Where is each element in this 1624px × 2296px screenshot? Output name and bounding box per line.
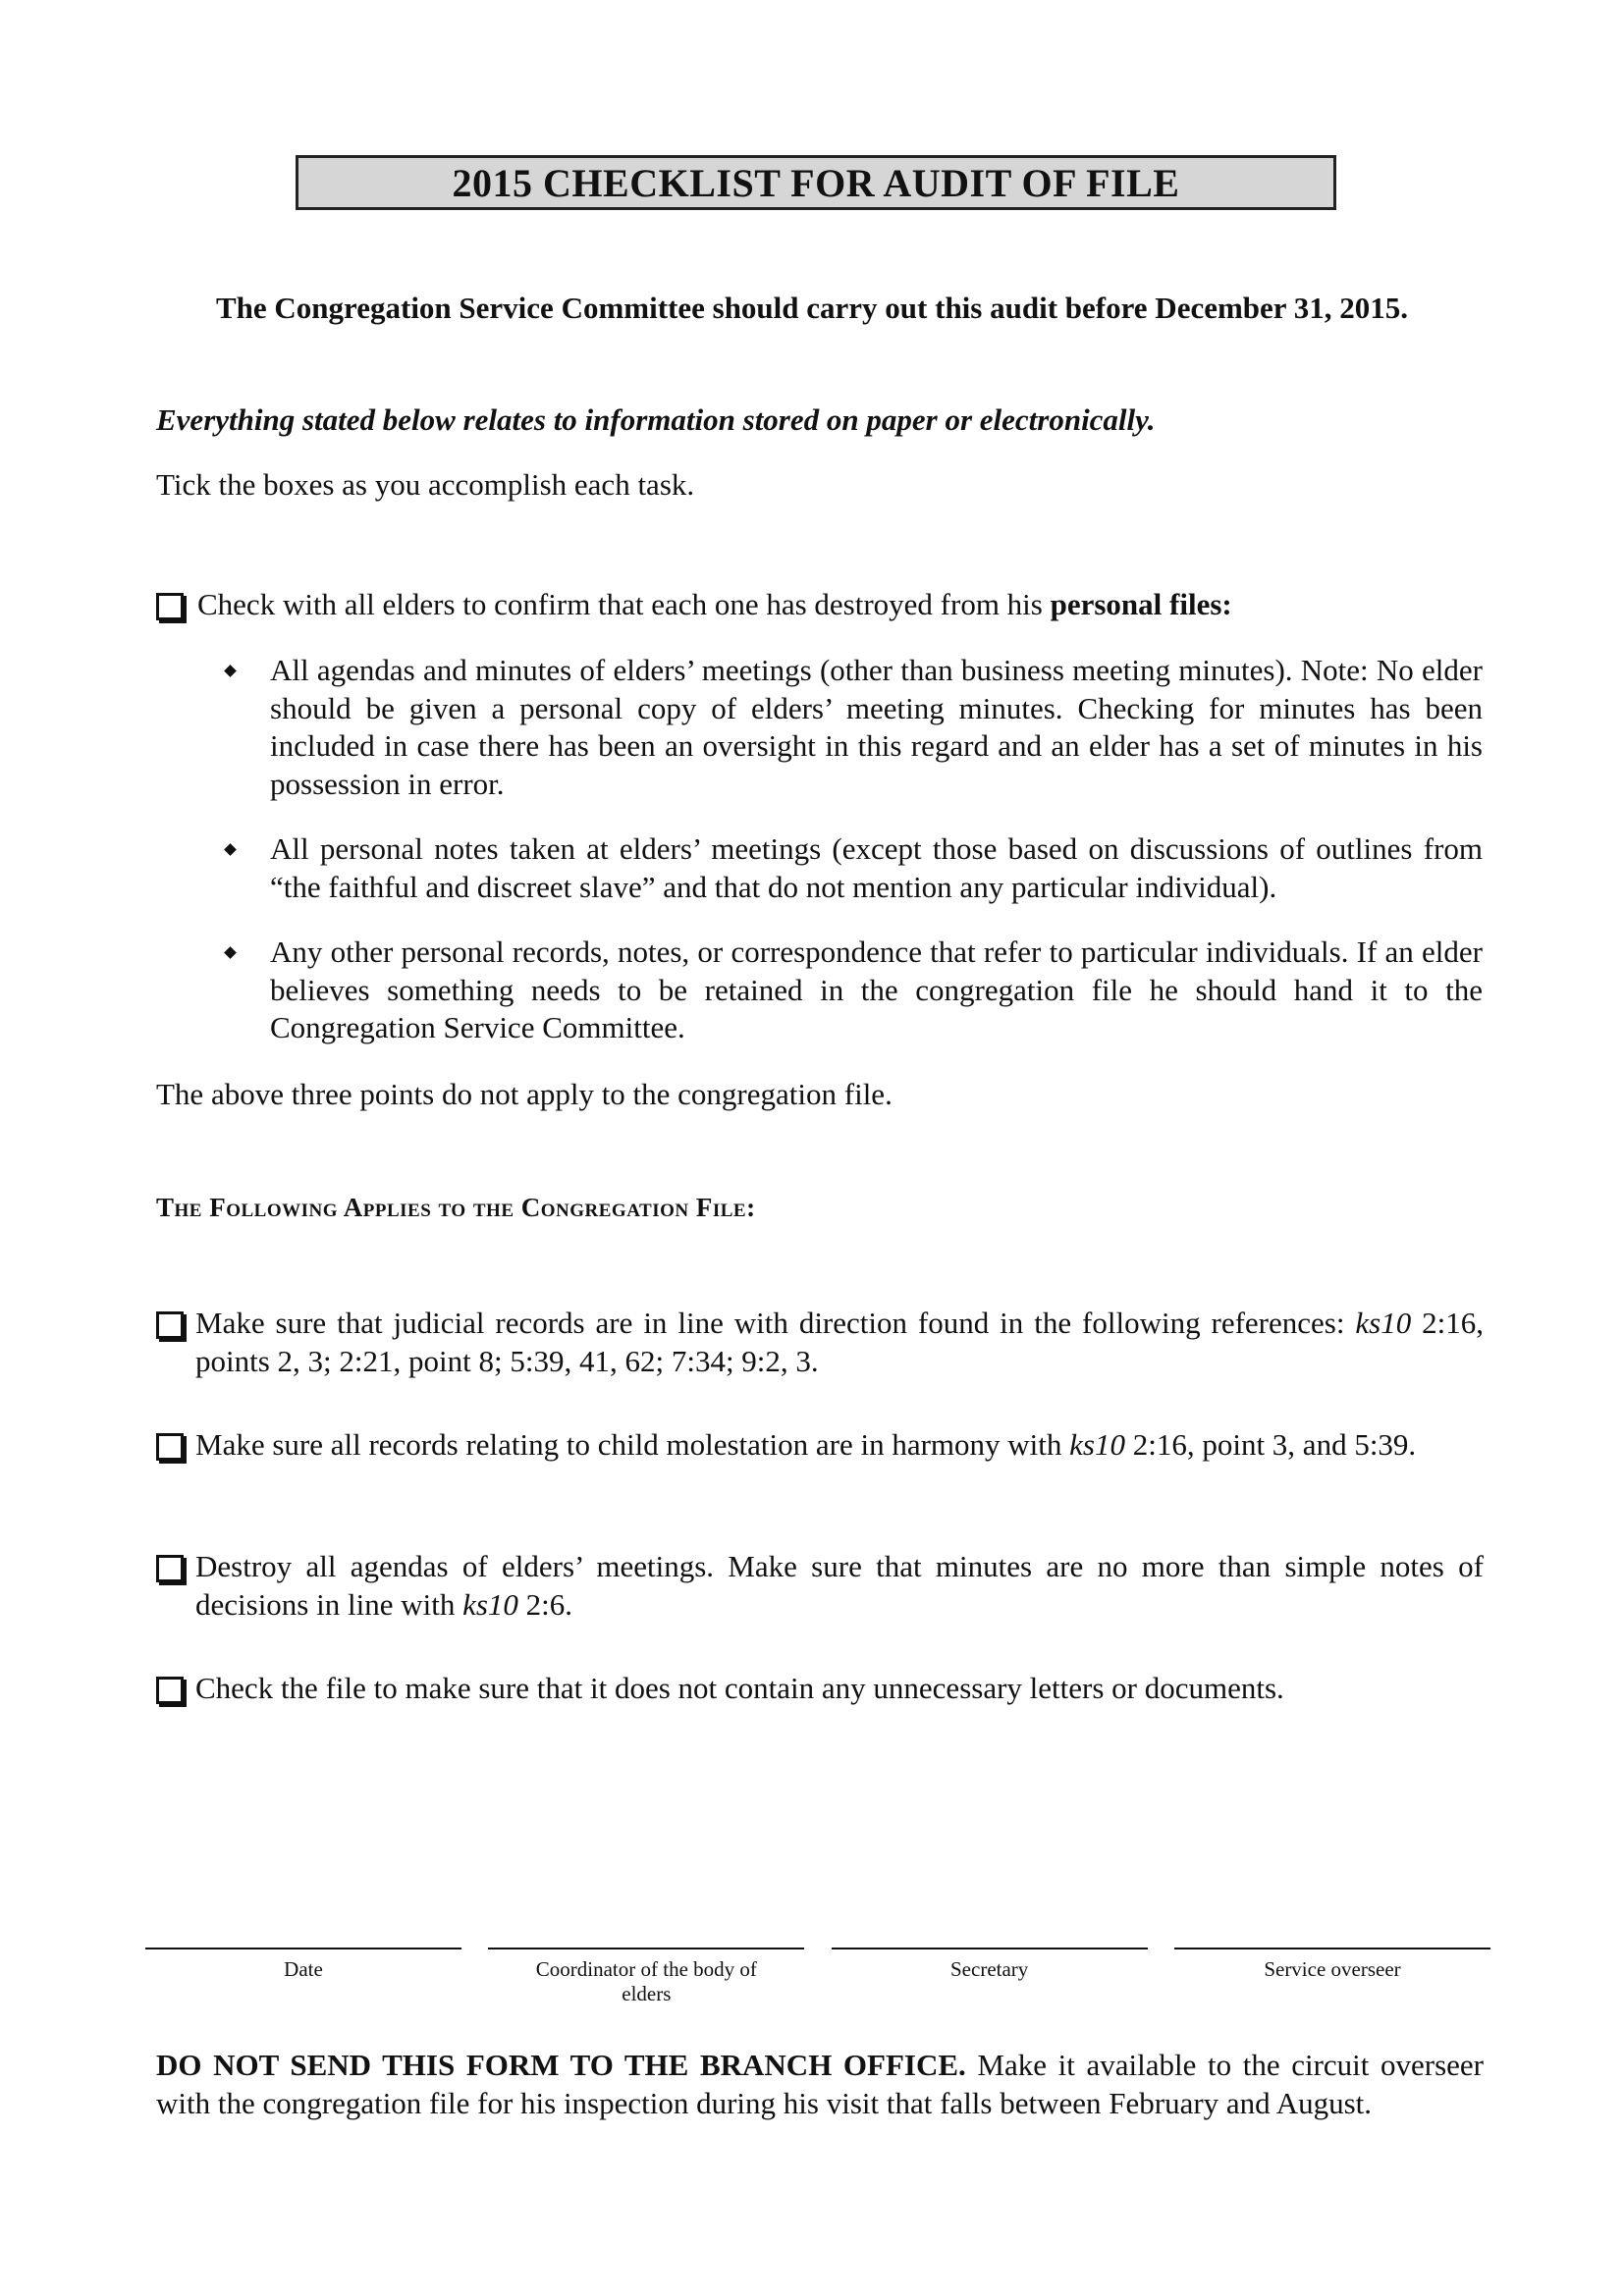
checkbox[interactable] — [156, 1555, 184, 1582]
footer-bold: DO NOT SEND THIS FORM TO THE BRANCH OFFICE. — [156, 2048, 966, 2082]
bullet-text: All personal notes taken at elders’ meetings (except those based on discussions of outlines from “the faithful and discreet slave” and that do not mention any particular individual). — [270, 831, 1483, 904]
checkbox[interactable] — [156, 1433, 184, 1461]
checkbox[interactable] — [156, 1677, 184, 1704]
file-check-text — [195, 1548, 1484, 1624]
list-item — [222, 830, 1483, 906]
item-text: Destroy all agendas of elders’ meetings. Make sure that minutes are no more than simple notes of decisions in line with — [195, 1549, 1484, 1622]
item-text: 2:16, point 3, and 5:39. — [1124, 1427, 1417, 1462]
signature-secretary[interactable]: Secretary — [832, 1948, 1148, 2006]
tick-note: Tick the boxes as you accomplish each task. — [156, 467, 695, 502]
scope-note: Everything stated below relates to information stored on paper or electronically. — [156, 402, 1156, 437]
footer-text: Make it available to the circuit overseer with the congregation file for his inspection during his visit that falls between February and August. — [156, 2048, 1484, 2120]
personal-files-check-text — [197, 586, 1232, 623]
bullet-text: Any other personal records, notes, or correspondence that refer to particular individuals. If an elder believes something needs to be retained in the congregation file he should hand it to the Congregation Service Committee. — [270, 934, 1483, 1044]
check-text-bold: personal files: — [1050, 587, 1232, 621]
file-check-text — [195, 1305, 1484, 1380]
signature-date[interactable]: Date — [145, 1948, 461, 2006]
footer-note — [156, 2047, 1484, 2122]
checkbox[interactable] — [156, 593, 184, 620]
item-text: Make sure that judicial records are in line with direction found in the following references: — [195, 1306, 1356, 1340]
check-text-plain: Check with all elders to confirm that each one has destroyed from his — [197, 587, 1051, 621]
form-title: 2015 CHECKLIST FOR AUDIT OF FILE — [296, 155, 1336, 210]
file-check-item — [156, 1426, 1484, 1465]
item-text: 2:16, points 2, 3; 2:21, point 8; 5:39, 41, 62; 7:34; 9:2, 3. — [195, 1306, 1484, 1378]
diamond-bullet-icon — [224, 843, 237, 856]
file-check-text — [195, 1426, 1416, 1465]
section-heading: The Following Applies to the Congregation File: — [156, 1193, 756, 1222]
instruction-text: The Congregation Service Committee should carry out this audit before December 31, 2015. — [215, 291, 1408, 325]
item-text: Make sure all records relating to child molestation are in harmony with — [195, 1427, 1070, 1462]
personal-files-check-item — [156, 586, 1484, 623]
signature-coordinator[interactable]: Coordinator of the body of elders — [488, 1948, 804, 2006]
item-text: 2:6. — [517, 1586, 573, 1622]
file-check-text — [195, 1670, 1284, 1708]
signature-service-overseer[interactable]: Service overseer — [1174, 1948, 1490, 2006]
not-apply-note: The above three points do not apply to the congregation file. — [156, 1077, 893, 1111]
file-check-item — [156, 1670, 1484, 1708]
file-check-item — [156, 1305, 1484, 1380]
signature-lines — [145, 1948, 1490, 2006]
list-item — [222, 934, 1483, 1047]
item-reference: ks10 — [1069, 1427, 1125, 1462]
diamond-bullet-icon — [224, 665, 237, 677]
bullet-text: All agendas and minutes of elders’ meetings (other than business meeting minutes). Note: No elder should be given a personal copy of elders’ meeting minutes. Checking for minutes has been included in case there has been an oversight in this regard and an elder has a set of minutes in his possession in error. — [270, 653, 1483, 801]
file-check-item — [156, 1548, 1484, 1624]
list-item — [222, 652, 1483, 803]
bullet-list — [222, 652, 1483, 1075]
item-reference: ks10 — [1355, 1306, 1412, 1340]
diamond-bullet-icon — [224, 946, 237, 959]
checkbox[interactable] — [156, 1311, 184, 1339]
item-reference: ks10 — [462, 1586, 518, 1622]
item-text: Check the file to make sure that it does not contain any unnecessary letters or documents. — [195, 1671, 1284, 1705]
